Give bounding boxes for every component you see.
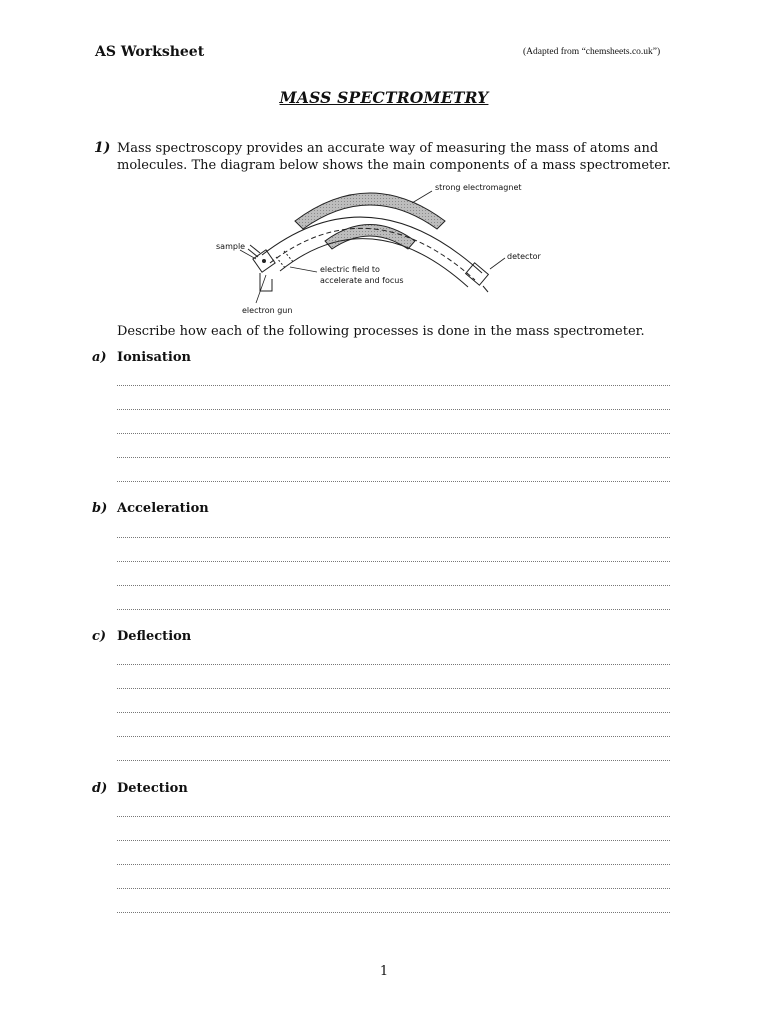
section-a-letter: a) xyxy=(92,350,107,365)
electromagnet-outer xyxy=(295,193,445,229)
mass-spectrometer-diagram xyxy=(200,183,560,318)
answer-line[interactable] xyxy=(117,433,670,434)
section-a-title: Ionisation xyxy=(117,350,191,365)
detector-box xyxy=(466,263,489,285)
answer-line[interactable] xyxy=(117,912,670,913)
header-attribution: (Adapted from “chemsheets.co.uk”) xyxy=(523,47,661,57)
accelerating-plate xyxy=(276,257,286,269)
page-number: 1 xyxy=(379,964,389,979)
answer-line[interactable] xyxy=(117,561,670,562)
answer-line[interactable] xyxy=(117,864,670,865)
label-detector: detector xyxy=(507,252,541,261)
answer-line[interactable] xyxy=(117,585,670,586)
section-d-letter: d) xyxy=(92,781,108,796)
label-sample: sample xyxy=(216,242,246,251)
label-electric-field-line1: electric field to xyxy=(320,265,380,274)
answer-line[interactable] xyxy=(117,736,670,737)
answer-line[interactable] xyxy=(117,385,670,386)
answer-line[interactable] xyxy=(117,712,670,713)
answer-line[interactable] xyxy=(117,888,670,889)
answer-line[interactable] xyxy=(117,816,670,817)
answer-line[interactable] xyxy=(117,760,670,761)
answer-line[interactable] xyxy=(117,664,670,665)
page-title: MASS SPECTROMETRY xyxy=(279,88,489,107)
question-prompt: Describe how each of the following processes is done in the mass spectrometer. xyxy=(117,324,645,339)
section-c-letter: c) xyxy=(92,629,107,644)
focusing-plate xyxy=(284,251,294,263)
answer-line[interactable] xyxy=(117,840,670,841)
answer-line[interactable] xyxy=(117,688,670,689)
question-intro: Mass spectroscopy provides an accurate way of measuring the mass of atoms and molecules. The diagram below shows the main components of a mass spectrometer. xyxy=(117,141,671,173)
section-d-title: Detection xyxy=(117,781,188,796)
label-electric-field-line2: accelerate and focus xyxy=(320,276,404,285)
answer-line[interactable] xyxy=(117,609,670,610)
section-b-title: Acceleration xyxy=(117,501,209,516)
section-c-title: Deflection xyxy=(117,629,192,644)
answer-line[interactable] xyxy=(117,409,670,410)
question-number: 1) xyxy=(94,140,111,156)
label-electron-gun: electron gun xyxy=(242,306,293,315)
header-title: AS Worksheet xyxy=(95,44,205,60)
answer-line[interactable] xyxy=(117,481,670,482)
answer-line[interactable] xyxy=(117,457,670,458)
answer-line[interactable] xyxy=(117,537,670,538)
section-b-letter: b) xyxy=(92,501,108,516)
label-electromagnet: strong electromagnet xyxy=(435,183,522,192)
